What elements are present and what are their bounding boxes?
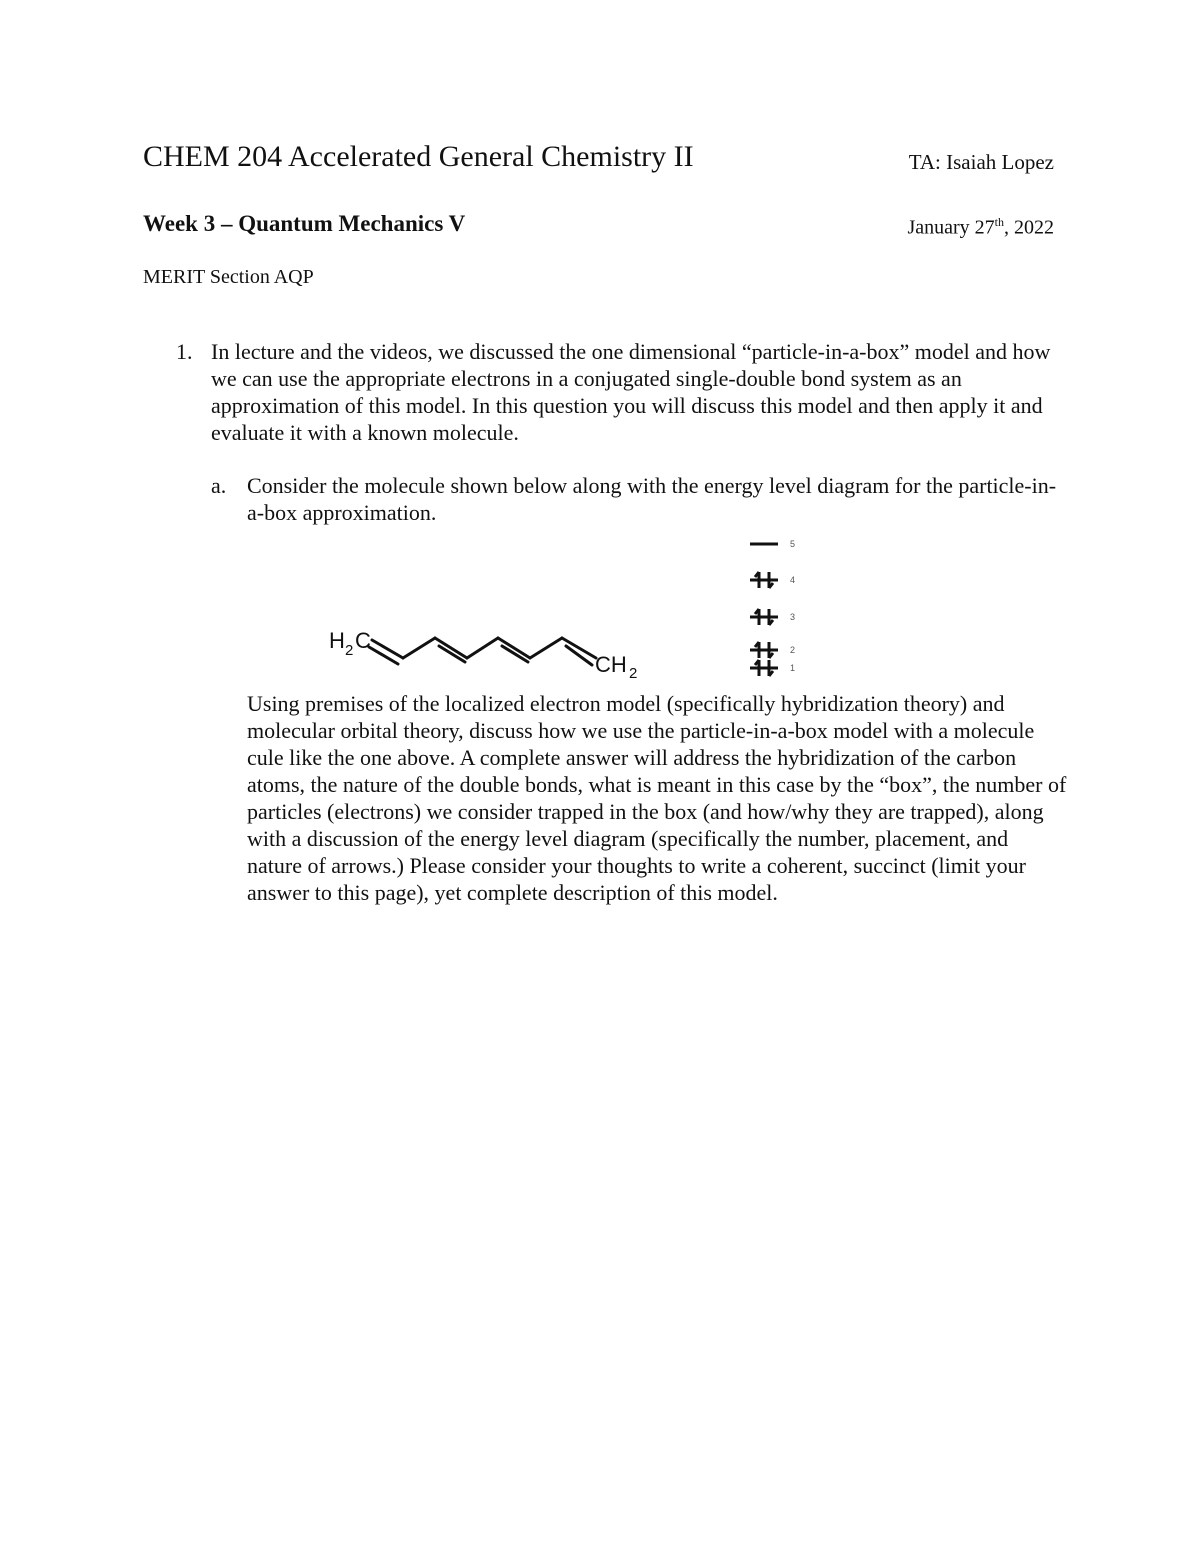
- energy-level-2: [750, 642, 795, 658]
- date-year: , 2022: [1004, 216, 1054, 239]
- energy-level-5: [750, 539, 795, 549]
- part-text: Consider the molecule shown below along with the energy level diagram for the particle-in-a-box approximation.: [247, 473, 1057, 525]
- question-text: In lecture and the videos, we discussed the one dimensional “particle-in-a-box” model and how we can use the appropriate electrons in a conjugated single-double bond system as an approximation of this model. In this question you will discuss this model and then apply it and evaluate it with a known molecule.: [211, 339, 1051, 445]
- right-subscript: 2: [629, 665, 638, 682]
- date-suffix: th: [994, 215, 1004, 229]
- energy-level-4: [750, 572, 795, 588]
- energy-level-1: [750, 660, 795, 676]
- question-number: 1.: [176, 339, 193, 364]
- energy-level-3: [750, 609, 795, 625]
- right-ch-label: CH: [595, 652, 627, 677]
- carbon-chain: [369, 638, 596, 665]
- part-description: Using premises of the localized electron model (specifically hybridization theory) and molecular orbital theory, discuss how we use the particle-in-a-box model with a molecule cule like the one above. A complete answer will address the hybridization of the carbon atoms, the nature of the double bonds, what is meant in this case by the “box”, the number of particles (electrons) we consider trapped in the box (and how/why they are trapped), along with a discussion of the energy level diagram (specifically the number, placement, and nature of arrows.) Please consider your thoughts to write a coherent, succinct (limit your answer to this page), yet complete description of this model.: [247, 691, 1067, 905]
- date: [907, 215, 1054, 240]
- course-title: CHEM 204 Accelerated General Chemistry II: [143, 140, 694, 173]
- ta-name: TA: Isaiah Lopez: [908, 150, 1054, 174]
- molecule-structure: [325, 620, 665, 682]
- section-label: MERIT Section AQP: [143, 266, 314, 288]
- date-main: January 27: [907, 216, 995, 239]
- left-subscript: 2: [345, 642, 354, 659]
- energy-level-label: 1: [790, 663, 796, 673]
- energy-level-label: 3: [790, 612, 796, 622]
- energy-level-diagram: [745, 532, 815, 682]
- week-title: Week 3 – Quantum Mechanics V: [143, 211, 466, 236]
- energy-level-label: 5: [790, 539, 796, 549]
- energy-level-label: 2: [790, 645, 796, 655]
- energy-level-label: 4: [790, 575, 796, 585]
- part-letter: a.: [211, 473, 227, 498]
- left-h-label: H: [329, 628, 345, 653]
- left-c-label: C: [355, 628, 371, 653]
